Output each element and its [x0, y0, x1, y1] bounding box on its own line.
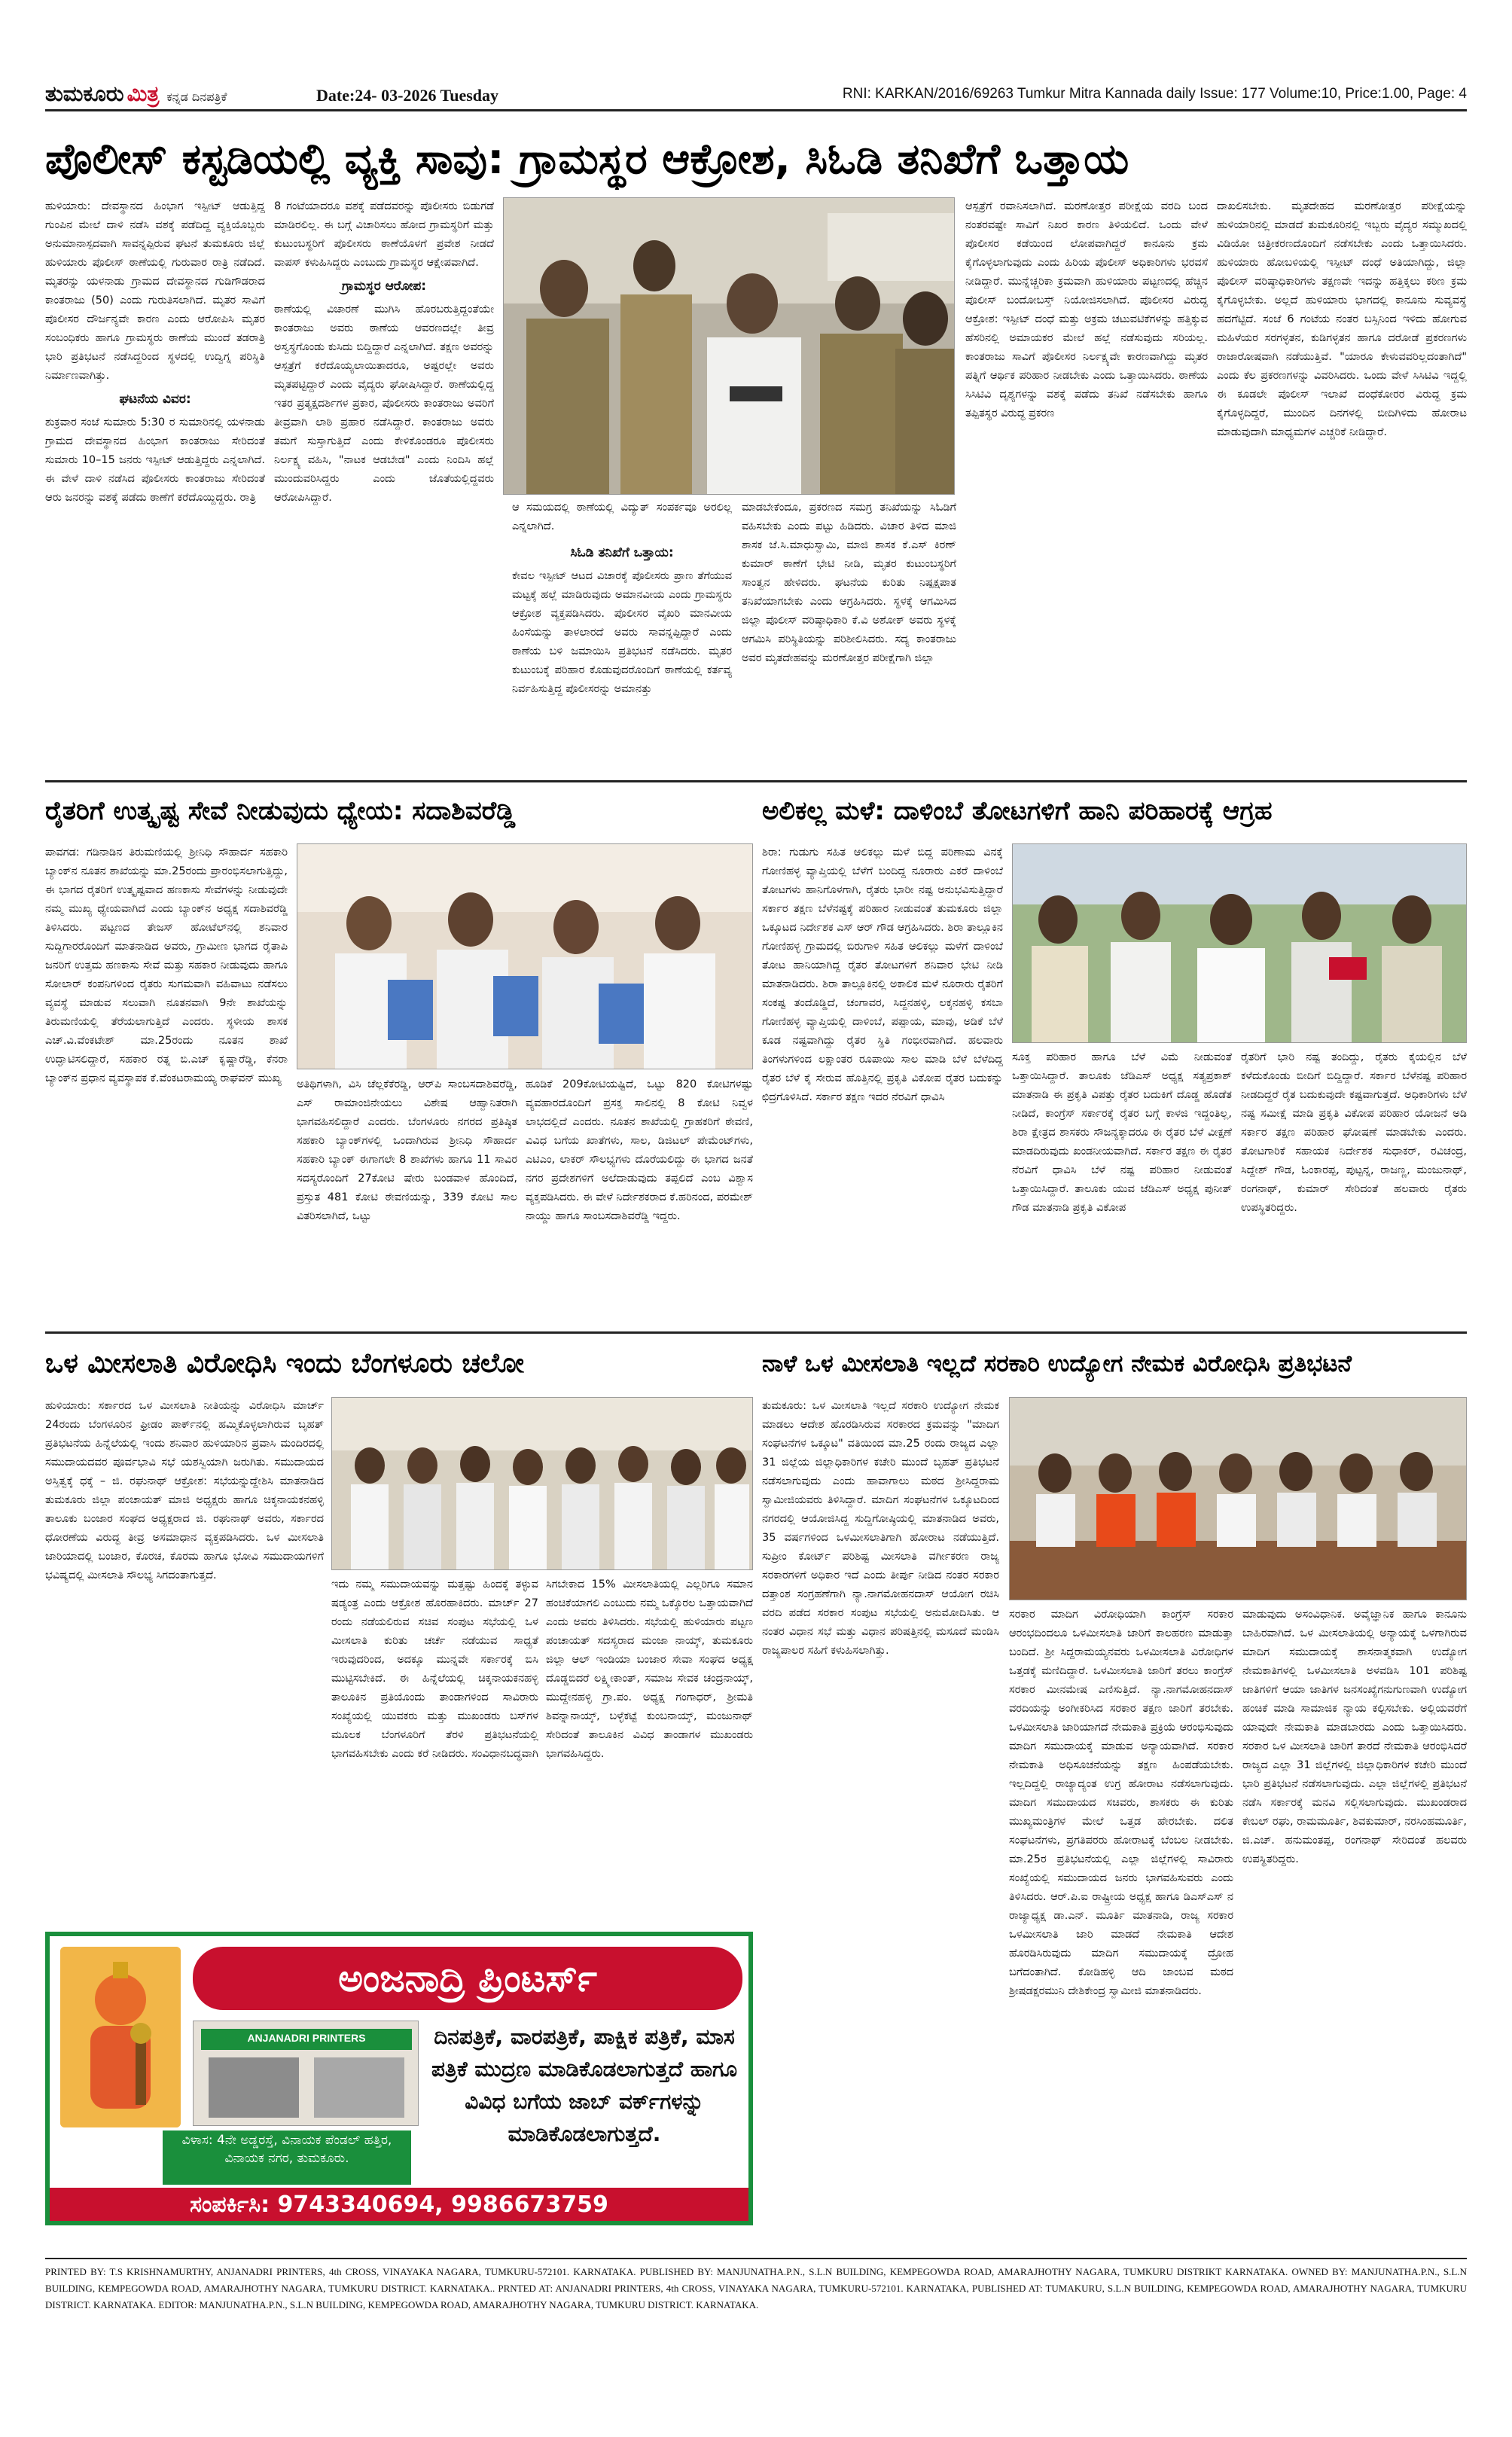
- story5-col3-text: ಮಾಡುವುದು ಅಸಂವಿಧಾನಿಕ. ಅವೈಜ್ಞಾನಿಕ ಹಾಗೂ ಕಾನೂನು ಬಾಹಿರವಾಗಿದೆ. ಒಳ ಮೀಸಲಾತಿಯಲ್ಲಿ ಅನ್ಯಾಯಕ್ಕೆ ಒಳಗಾಗಿರುವ ಮಾದಿಗ ಸಮುದಾಯಕ್ಕೆ ಶಾಸನಾತ್ಮಕವಾಗಿ ಉದ್ಯೋಗ ನೇಮಕಾತಿಗಳಲ್ಲಿ ಒಳಮೀಸಲಾತಿ ಅಳವಡಿಸಿ 101 ಪರಿಶಿಷ್ಟ ಜಾತಿಗಳಿಗೆ ಆಯಾ ಜಾತಿಗಳ ಜನಸಂಖ್ಯೆಗನುಗುಣವಾಗಿ ಉದ್ಯೋಗ ಹಂಚಿಕೆ ಮಾಡಿ ಸಾಮಾಜಿಕ ನ್ಯಾಯ ಕಲ್ಪಿಸಬೇಕು. ಅಲ್ಲಿಯವರೆಗೆ ಯಾವುದೇ ನೇಮಕಾತಿ ಮಾಡಬಾರದು ಎಂದು ಒತ್ತಾಯಿಸಿದರು. ಸರಕಾರ ಒಳ ಮೀಸಲಾತಿ ಜಾರಿಗೆ ತಾರದೆ ನೇಮಕಾತಿ ಆರಂಭಿಸಿದರೆ ರಾಜ್ಯದ ಎಲ್ಲಾ 31 ಜಿಲ್ಲೆಗಳಲ್ಲಿ ಜಿಲ್ಲಾಧಿಕಾರಿಗಳ ಕಚೇರಿ ಮುಂದೆ ಭಾರಿ ಪ್ರತಿಭಟನೆ ನಡೆಸಲಾಗುವುದು. ಎಲ್ಲಾ ಜಿಲ್ಲೆಗಳಲ್ಲಿ ಪ್ರತಿಭಟನೆ ನಡೆಸಿ ಸರ್ಕಾರಕ್ಕೆ ಮನವಿ ಸಲ್ಲಿಸಲಾಗುವುದು. ಮುಖಂಡರಾದ ಕೇಬಲ್ ರಘು, ರಾಮಮೂರ್ತಿ, ಶಿವಕುಮಾರ್, ನರಸಿಂಹಮೂರ್ತಿ, ಜಿ.ಎಚ್. ಹನುಮಂತಪ್ಪ, ರಂಗನಾಥ್ ಸೇರಿದಂತೆ ಹಲವರು ಉಪಸ್ಥಿತರಿದ್ದರು.: [1242, 1609, 1467, 1865]
- logo-tagline: ಕನ್ನಡ ದಿನಪತ್ರಿಕೆ: [166, 90, 227, 104]
- story1-column-4: [742, 499, 956, 776]
- story2-headline: ರೈತರಿಗೆ ಉತ್ಕೃಷ್ಟ ಸೇವೆ ನೀಡುವುದು ಧ್ಯೇಯ: ಸದಾಶಿವರೆಡ್ಡಿ: [45, 796, 516, 826]
- story5-column-3: [1242, 1606, 1467, 2252]
- divider-2: [45, 1331, 1467, 1334]
- story1-photo-caption: ಆ ಸಮಯದಲ್ಲಿ ಠಾಣೆಯಲ್ಲಿ ವಿದ್ಯುತ್ ಸಂಪರ್ಕವೂ ಅರಲಿಲ್ಲ ಎನ್ನಲಾಗಿದೆ.: [512, 502, 732, 532]
- story4-col1-text: ಹುಳಿಯಾರು: ಸರ್ಕಾರದ ಒಳ ಮೀಸಲಾತಿ ನೀತಿಯನ್ನು ವಿರೋಧಿಸಿ ಮಾರ್ಚ್ 24ರಂದು ಬೆಂಗಳೂರಿನ ಫ್ರೀಡಂ ಪಾರ್ಕ್‌ನಲ್ಲಿ ಹಮ್ಮಿಕೊಳ್ಳಲಾಗಿರುವ ಬೃಹತ್ ಪ್ರತಿಭಟನೆಯ ಹಿನ್ನೆಲೆಯಲ್ಲಿ ಇಂದು ಶನಿವಾರ ಹುಳಿಯಾರಿನ ಪ್ರವಾಸಿ ಮಂದಿರದಲ್ಲಿ ಸಮುದಾಯದವರ ಪೂರ್ವಭಾವಿ ಸಭೆ ಯಶಸ್ವಿಯಾಗಿ ಜರುಗಿತು. ಸಮುದಾಯದ ಅಸ್ತಿತ್ವಕ್ಕೆ ಧಕ್ಕೆ – ಜಿ. ರಘುನಾಥ್ ಆಕ್ರೋಶ: ಸಭೆಯನ್ನುದ್ದೇಶಿಸಿ ಮಾತನಾಡಿದ ತುಮಕೂರು ಜಿಲ್ಲಾ ಪಂಚಾಯತ್ ಮಾಜಿ ಅಧ್ಯಕ್ಷರು ಹಾಗೂ ಚಿಕ್ಕನಾಯಕನಹಳ್ಳಿ ತಾಲೂಕು ಬಂಜಾರ ಸಂಘದ ಅಧ್ಯಕ್ಷರಾದ ಜಿ. ರಘುನಾಥ್ ಅವರು, ಸರ್ಕಾರದ ಧೋರಣೆಯ ವಿರುದ್ಧ ತೀವ್ರ ಅಸಮಾಧಾನ ವ್ಯಕ್ತಪಡಿಸಿದರು. ಒಳ ಮೀಸಲಾತಿ ಜಾರಿಯಾದಲ್ಲಿ ಬಂಜಾರ, ಕೊರಚ, ಕೊರಮ ಹಾಗೂ ಭೋವಿ ಸಮುದಾಯಗಳಿಗೆ ಭವಿಷ್ಯದಲ್ಲಿ ಮೀಸಲಾತಿ ಸೌಲಭ್ಯ ಸಿಗದಂತಾಗುತ್ತದೆ.: [45, 1400, 324, 1581]
- ad-shop-photo: [193, 2021, 419, 2126]
- newspaper-logo: [45, 81, 227, 108]
- ad-contact: ಸಂಪರ್ಕಿಸಿ: 9743340694, 9986673759: [50, 2188, 748, 2221]
- ad-shop-sign: ANJANADRI PRINTERS: [247, 2032, 366, 2044]
- ad-hanuman-image: [60, 1947, 181, 2127]
- story2-photo-bank-officials: [297, 843, 753, 1069]
- rni-info: RNI: KARKAN/2016/69263 Tumkur Mitra Kannada daily Issue: 177 Volume:10, Price:1.00, Page: 4: [842, 86, 1467, 102]
- advertisement-anjanadri-printers: [45, 1932, 753, 2225]
- ad-body-text: ದಿನಪತ್ರಿಕೆ, ವಾರಪತ್ರಿಕೆ, ಪಾಕ್ಷಿಕ ಪತ್ರಿಕೆ, ಮಾಸ ಪತ್ರಿಕೆ ಮುದ್ರಣ ಮಾಡಿಕೊಡಲಾಗುತ್ತದೆ ಹಾಗೂ ವಿವಿಧ ಬಗೆಯ ಜಾಬ್ ವರ್ಕ್‌ಗಳನ್ನು ಮಾಡಿಕೊಡಲಾಗುತ್ತದೆ.: [431, 2024, 737, 2146]
- story3-headline: ಅಲಿಕಲ್ಲ ಮಳೆ: ದಾಳಿಂಬೆ ತೋಟಗಳಿಗೆ ಹಾನಿ ಪರಿಹಾರಕ್ಕೆ ಆಗ್ರಹ: [762, 796, 1273, 826]
- issue-date: Date:24- 03-2026 Tuesday: [316, 86, 499, 105]
- story1-col1b-text: ಶುಕ್ರವಾರ ಸಂಜೆ ಸುಮಾರು 5:30 ರ ಸುಮಾರಿನಲ್ಲಿ ಯಳನಾಡು ಗ್ರಾಮದ ದೇವಸ್ಥಾನದ ಹಿಂಭಾಗ ಕಾಂತರಾಜು ಸೇರಿದಂತೆ ಸುಮಾರು 10–15 ಜನರು ಇಸ್ಪೀಟ್ ಆಡುತ್ತಿದ್ದರು ಎನ್ನಲಾಗಿದೆ. ಈ ವೇಳೆ ದಾಳಿ ನಡೆಸಿದ ಪೊಲೀಸರು ಕಾಂತರಾಜು ಸೇರಿದಂತೆ ಆರು ಜನರನ್ನು ವಶಕ್ಕೆ ಪಡೆದು ಠಾಣೆಗೆ ಕರೆದೊಯ್ದಿದ್ದರು. ರಾತ್ರಿ: [45, 416, 265, 504]
- story1-col3-subhead: ಸಿಓಡಿ ತನಿಖೆಗೆ ಒತ್ತಾಯ:: [570, 545, 674, 560]
- story1-col2-text: 8 ಗಂಟೆಯಾದರೂ ವಶಕ್ಕೆ ಪಡೆದವರನ್ನು ಪೊಲೀಸರು ಬಿಡುಗಡೆ ಮಾಡಿರಲಿಲ್ಲ. ಈ ಬಗ್ಗೆ ವಿಚಾರಿಸಲು ಹೋದ ಗ್ರಾಮಸ್ಥರಿಗೆ ಮತ್ತು ಕುಟುಂಬಸ್ಥರಿಗೆ ಪೊಲೀಸರು ಠಾಣೆಯೊಳಗೆ ಪ್ರವೇಶ ನೀಡದೆ ವಾಪಸ್ ಕಳುಹಿಸಿದ್ದರು ಎಂಬುದು ಗ್ರಾಮಸ್ಥರ ಆಕ್ಷೇಪವಾಗಿದೆ.: [274, 200, 494, 269]
- ad-title: ಅಂಜನಾದ್ರಿ ಪ್ರಿಂಟರ್ಸ್: [193, 1947, 742, 2010]
- story1-col4-text: ಮಾಡಬೇಕೆಂದೂ, ಪ್ರಕರಣದ ಸಮಗ್ರ ತನಿಖೆಯನ್ನು ಸಿಓಡಿಗೆ ವಹಿಸಬೇಕು ಎಂದು ಪಟ್ಟು ಹಿಡಿದರು. ವಿಚಾರ ತಿಳಿದ ಮಾಜಿ ಶಾಸಕ ಜೆ.ಸಿ.ಮಾಧುಸ್ವಾಮಿ, ಮಾಜಿ ಶಾಸಕ ಕೆ.ಎಸ್ ಕಿರಣ್ ಕುಮಾರ್ ಠಾಣೆಗೆ ಭೇಟಿ ನೀಡಿ, ಮೃತರ ಕುಟುಂಬಸ್ಥರಿಗೆ ಸಾಂತ್ವನ ಹೇಳಿದರು. ಘಟನೆಯ ಕುರಿತು ನಿಷ್ಪಕ್ಷಪಾತ ತನಿಖೆಯಾಗಬೇಕು ಎಂದು ಆಗ್ರಹಿಸಿದರು. ಸ್ಥಳಕ್ಕೆ ಆಗಮಿಸಿದ ಜಿಲ್ಲಾ ಪೊಲೀಸ್ ವರಿಷ್ಠಾಧಿಕಾರಿ ಕೆ.ವಿ ಅಶೋಕ್ ಅವರು ಸ್ಥಳಕ್ಕೆ ಆಗಮಿಸಿ ಪರಿಸ್ಥಿತಿಯನ್ನು ಪರಿಶೀಲಿಸಿದರು. ಸದ್ಯ ಕಾಂತರಾಜು ಅವರ ಮೃತದೇಹವನ್ನು ಮರಣೋತ್ತರ ಪರೀಕ್ಷೆಗಾಗಿ ಜಿಲ್ಲಾ: [742, 502, 956, 664]
- story4-photo-meeting: [331, 1397, 753, 1570]
- logo-part-2: ಮಿತ್ರ: [127, 81, 160, 106]
- story4-column-3: [546, 1575, 753, 1926]
- story1-column-1: [45, 197, 265, 776]
- story1-col1-subhead: ಘಟನೆಯ ವಿವರ:: [119, 392, 191, 407]
- story4-column-2: [331, 1575, 538, 1926]
- story4-headline: ಒಳ ಮೀಸಲಾತಿ ವಿರೋಧಿಸಿ ಇಂದು ಬೆಂಗಳೂರು ಚಲೋ: [45, 1348, 525, 1379]
- story2-col2-text: ಅತಿಥಿಗಳಾಗಿ, ವಿಸಿ ಚೆಲ್ಲಕೆಕೆರಡ್ಡಿ, ಆರ್‌ಪಿ ಸಾಂಬಸದಾಶಿವರೆಡ್ಡಿ, ಎಸ್ ರಾಮಾಂಜಿನೇಯಲು ವಿಶೇಷ ಆಹ್ವಾನಿತರಾಗಿ ಭಾಗವಹಿಸಲಿದ್ದಾರೆ ಎಂದರು. ಬೆಂಗಳೂರು ನಗರದ ಪ್ರತಿಷ್ಠಿತ ಸಹಕಾರಿ ಬ್ಯಾಂಕ್‌ಗಳಲ್ಲಿ ಒಂದಾಗಿರುವ ಶ್ರೀನಿಧಿ ಸೌಹಾರ್ದ ಸಹಕಾರಿ ಬ್ಯಾಂಕ್ ಈಗಾಗಲೇ 8 ಶಾಖೆಗಳು ಹಾಗೂ 11 ಸಾವಿರ ಸದಸ್ಯರೊಂದಿಗೆ 27ಕೋಟಿ ಷೇರು ಬಂಡವಾಳ ಹೊಂದಿದೆ, ಪ್ರಸ್ತುತ 481 ಕೋಟಿ ಠೇವಣಿಯನ್ನು, 339 ಕೋಟಿ ಸಾಲ ವಿತರಿಸಲಾಗಿದೆ, ಒಟ್ಟು: [297, 1078, 517, 1222]
- story4-col3-text: ಸಿಗಬೇಕಾದ 15% ಮೀಸಲಾತಿಯಲ್ಲಿ ಎಲ್ಲರಿಗೂ ಸಮಾನ ಹಂಚಿಕೆಯಾಗಲಿ ಎಂಬುದು ನಮ್ಮ ಒಕ್ಕೊರಲ ಒತ್ತಾಯವಾಗಿದೆ ಎಂದು ಅವರು ತಿಳಿಸಿದರು. ಸಭೆಯಲ್ಲಿ ಹುಳಿಯಾರು ಪಟ್ಟಣ ಪಂಚಾಯತ್ ಸದಸ್ಯರಾದ ಮಂಜಾ ನಾಯ್ಕ್, ತುಮಕೂರು ಜಿಲ್ಲಾ ಆಲ್ ಇಂಡಿಯಾ ಬಂಜಾರ ಸೇವಾ ಸಂಘದ ಅಧ್ಯಕ್ಷ ದೊಡ್ಡಬಿದರೆ ಲಕ್ಷ್ಮೀಕಾಂತ್, ಸಮಾಜ ಸೇವಕ ಚಂದ್ರನಾಯ್ಕ್, ಮುದ್ದೇನಹಳ್ಳಿ ಗ್ರಾ.ಪಂ. ಅಧ್ಯಕ್ಷ ಗಂಗಾಧರ್, ಶ್ರೀಮತಿ ಶಿವನ್ನಾನಾಯ್ಕ್, ಬಳ್ಳೆಕಟ್ಟೆ ಕುಂಬನಾಯ್ಕ್, ಮಂಜುನಾಥ್ ಸೇರಿದಂತೆ ತಾಲೂಕಿನ ವಿವಿಧ ತಾಂಡಾಗಳ ಮುಖಂಡರು ಭಾಗವಹಿಸಿದ್ದರು.: [546, 1578, 753, 1760]
- meeting-illustration: [332, 1398, 753, 1570]
- story1-col6-text: ದಾಖಲಿಸಬೇಕು. ಮೃತದೇಹದ ಮರಣೋತ್ತರ ಪರೀಕ್ಷೆಯನ್ನು ಹುಳಿಯಾರಿನಲ್ಲಿ ಮಾಡದೆ ತುಮಕೂರಿನಲ್ಲಿ ಇಬ್ಬರು ವೈದ್ಯರ ಸಮ್ಮುಖದಲ್ಲಿ ವಿಡಿಯೋ ಚಿತ್ರೀಕರಣದೊಂದಿಗೆ ನಡೆಸಬೇಕು ಎಂದು ಒತ್ತಾಯಿಸಿದರು. ಹುಳಿಯಾರು ಹೋಬಳಿಯಲ್ಲಿ ಇಸ್ಪೀಟ್ ದಂಧೆ ಅತಿಯಾಗಿದ್ದು, ಜಿಲ್ಲಾ ಪೊಲೀಸ್ ವರಿಷ್ಠಾಧಿಕಾರಿಗಳು ತಕ್ಷಣವೇ ಇದನ್ನು ಹತ್ತಿಕ್ಕಲು ಕಠಿಣ ಕ್ರಮ ಕೈಗೊಳ್ಳಬೇಕು. ಅಲ್ಲದೆ ಹುಳಿಯಾರು ಭಾಗದಲ್ಲಿ ಕಾನೂನು ಸುವ್ಯವಸ್ಥೆ ಹದಗೆಟ್ಟಿದೆ. ಸಂಜೆ 6 ಗಂಟೆಯ ನಂತರ ಬಸ್ಸಿನಿಂದ ಇಳಿದು ಹೋಗುವ ಮಹಿಳೆಯರ ಸರಗಳ್ಳತನ, ಕುಡಿಗಳ್ಳತನ ಹಾಗೂ ದರೋಡೆ ಪ್ರಕರಣಗಳು ರಾಜಾರೋಷವಾಗಿ ನಡೆಯುತ್ತಿವೆ. "ಯಾರೂ ಕೇಳುವವರಿಲ್ಲದಂತಾಗಿದೆ" ಎಂದು ಕೆಲ ಪ್ರಕರಣಗಳನ್ನು ವಿವರಿಸಿದರು. ಒಂದು ವೇಳೆ ಸಿಸಿಟಿವಿ ಇದ್ದಲ್ಲಿ ಈ ಕೂಡಲೇ ಪೊಲೀಸ್ ಇಲಾಖೆ ದಂಧೆಕೋರರ ವಿರುದ್ಧ ಕ್ರಮ ಕೈಗೊಳ್ಳದಿದ್ದರೆ, ಮುಂದಿನ ದಿನಗಳಲ್ಲಿ ಬೀದಿಗಿಳಿದು ಹೋರಾಟ ಮಾಡುವುದಾಗಿ ಮಾಧ್ಯಮಗಳ ಎಚ್ಚರಿಕೆ ನೀಡಿದ್ದಾರೆ.: [1217, 200, 1467, 438]
- story1-column-6: [1217, 197, 1467, 776]
- story1-headline: ಪೊಲೀಸ್ ಕಸ್ಟಡಿಯಲ್ಲಿ ವ್ಯಕ್ತಿ ಸಾವು: ಗ್ರಾಮಸ್ಥರ ಆಕ್ರೋಶ, ಸಿಓಡಿ ತನಿಖೆಗೆ ಒತ್ತಾಯ: [45, 135, 1129, 184]
- swamijis-press-meet-illustration: [1010, 1398, 1467, 1600]
- story2-col3-text: ಹೂಡಿಕೆ 209ಕೋಟಿಯಷ್ಟಿದೆ, ಒಟ್ಟು 820 ಕೋಟಿಗಳಷ್ಟು ವ್ಯವಹಾರದೊಂದಿಗೆ ಪ್ರಸಕ್ತ ಸಾಲಿನಲ್ಲಿ 8 ಕೋಟಿ ನಿವ್ವಳ ಲಾಭದಲ್ಲಿದೆ ಎಂದರು. ನೂತನ ಶಾಖೆಯಲ್ಲಿ ಗ್ರಾಹಕರಿಗೆ ಠೇವಣಿ, ವಿವಿಧ ಬಗೆಯ ಖಾತೆಗಳು, ಸಾಲ, ಡಿಜಿಟಲ್ ಪೇಮೆಂಟ್‌ಗಳು, ಎಟಿಎಂ, ಲಾಕರ್ ಸೌಲಭ್ಯಗಳು ದೊರೆಯಲಿದ್ದು ಈ ಭಾಗದ ಜನತೆ ನಗರ ಪ್ರದೇಶಗಳಿಗೆ ಅಲೆದಾಡುವುದು ತಪ್ಪಲಿದೆ ಎಂಬ ವಿಶ್ವಾಸ ವ್ಯಕ್ತಪಡಿಸಿದರು. ಈ ವೇಳೆ ನಿರ್ದೇಶಕರಾದ ಕೆ.ಹರಿನಂದ, ಪರಮೇಶ್ ನಾಯ್ಡು ಹಾಗೂ ಸಾಂಬಸದಾಶಿವರೆಡ್ಡಿ ಇದ್ದರು.: [526, 1078, 753, 1222]
- story3-col1-text: ಶಿರಾ: ಗುಡುಗು ಸಹಿತ ಆಲಿಕಲ್ಲು ಮಳೆ ಬಿದ್ದ ಪರಿಣಾಮ ವಿನಕ್ಕೆ ಗೋಣಿಹಳ್ಳ ವ್ಯಾಪ್ತಿಯಲ್ಲಿ ಬೆಳೆಗೆ ಬಂದಿದ್ದ ನೂರಾರು ಎಕರೆ ದಾಳಿಂಬೆ ತೋಟಗಳು ಹಾನಿಗೊಳಗಾಗಿ, ರೈತರು ಭಾರೀ ನಷ್ಟ ಅನುಭವಿಸುತ್ತಿದ್ದಾರೆ ಸರ್ಕಾರ ತಕ್ಷಣ ಬೆಳೆನಷ್ಟಕ್ಕೆ ಪರಿಹಾರ ನೀಡುವಂತೆ ತುಮಕೂರು ಜಿಲ್ಲಾ ಒಕ್ಕೂಟದ ನಿರ್ದೇಶಕ ಎಸ್ ಆರ್ ಗೌಡ ಆಗ್ರಹಿಸಿದರು. ಶಿರಾ ತಾಲ್ಲೂಕಿನ ಗೋಣಿಹಳ್ಳ ಗ್ರಾಮದಲ್ಲಿ ಬಿರುಗಾಳಿ ಸಹಿತ ಆಲಿಕಲ್ಲು ಮಳೆಗೆ ದಾಳಿಂಬೆ ತೋಟ ಹಾನಿಯಾಗಿದ್ದ ರೈತರ ತೋಟಗಳಿಗೆ ಶನಿವಾರ ಭೇಟಿ ನೀಡಿ ಮಾತನಾಡಿದರು. ಶಿರಾ ತಾಲ್ಲೂಕಿನಲ್ಲಿ ಅಕಾಲಿಕ ಮಳೆ ನೂರಾರು ರೈತರಿಗೆ ಸಂಕಷ್ಟ ತಂದೊಡ್ಡಿದೆ, ಚಂಗಾವರ, ಸಿದ್ದನಹಳ್ಳಿ, ಲಕ್ಕನಹಳ್ಳಿ ಕಸಬಾ ಗೋಣಿಹಳ್ಳ ವ್ಯಾಪ್ತಿಯಲ್ಲಿ ದಾಳಿಂಬೆ, ಪಪ್ಪಾಯ, ಮಾವು, ಅಡಿಕೆ ಬೆಳೆ ಕೂಡ ನಷ್ಟವಾಗಿದ್ದು ರೈತರ ಸ್ಥಿತಿ ಗಂಭೀರವಾಗಿದೆ. ಹಲವಾರು ತಿಂಗಳುಗಳಿಂದ ಲಕ್ಷಾಂತರ ರೂಪಾಯಿ ಸಾಲ ಮಾಡಿ ಬೆಳೆ ಬೆಳೆದಿದ್ದ ರೈತರ ಬೆಳೆ ಕೈ ಸೇರುವ ಹೊತ್ತಿನಲ್ಲಿ ಪ್ರಕೃತಿ ವಿಕೋಪ ರೈತರ ಬದುಕನ್ನು ಛಿದ್ರಗೊಳಿಸಿದೆ. ಸರ್ಕಾರ ತಕ್ಷಣ ಇದರ ನೆರವಿಗೆ ಧಾವಿಸಿ: [762, 846, 1003, 1103]
- story5-headline: ನಾಳೆ ಒಳ ಮೀಸಲಾತಿ ಇಲ್ಲದೆ ಸರಕಾರಿ ಉದ್ಯೋಗ ನೇಮಕ ವಿರೋಧಿಸಿ ಪ್ರತಿಭಟನೆ: [762, 1350, 1352, 1377]
- story5-col2-text: ಸರಕಾರ ಮಾದಿಗ ವಿರೋಧಿಯಾಗಿ ಕಾಂಗ್ರೆಸ್ ಸರಕಾರ ಆರಂಭದಿಂದಲೂ ಒಳಮೀಸಲಾತಿ ಜಾರಿಗೆ ಕಾಲಹರಣ ಮಾಡುತ್ತಾ ಬಂದಿದೆ. ಶ್ರೀ ಸಿದ್ದರಾಮಯ್ಯನವರು ಒಳಮೀಸಲಾತಿ ವಿರೋಧಿಗಳ ಒತ್ತಡಕ್ಕೆ ಮಣಿದಿದ್ದಾರೆ. ಒಳಮೀಸಲಾತಿ ಜಾರಿಗೆ ತರಲು ಕಾಂಗ್ರೆಸ್ ಸರಕಾರ ಮೀನಮೇಷ ಎಣಿಸುತ್ತಿದೆ. ನ್ಯಾ.ನಾಗಮೋಹನದಾಸ್ ವರದಿಯನ್ನು ಅಂಗೀಕರಿಸಿದ ಸರಕಾರ ತಕ್ಷಣ ಜಾರಿಗೆ ತರಬೇಕು. ಒಳಮೀಸಲಾತಿ ಜಾರಿಯಾಗದೆ ನೇಮಕಾತಿ ಪ್ರಕ್ರಿಯೆ ಆರಂಭಿಸುವುದು ಮಾದಿಗ ಸಮುದಾಯಕ್ಕೆ ಮಾಡುವ ಅನ್ಯಾಯವಾಗಿದೆ. ಸರಕಾರ ನೇಮಕಾತಿ ಅಧಿಸೂಚನೆಯನ್ನು ತಕ್ಷಣ ಹಿಂಪಡೆಯಬೇಕು. ಇಲ್ಲದಿದ್ದಲ್ಲಿ ರಾಜ್ಯಾದ್ಯಂತ ಉಗ್ರ ಹೋರಾಟ ನಡೆಸಲಾಗುವುದು. ಮಾದಿಗ ಸಮುದಾಯದ ಸಚಿವರು, ಶಾಸಕರು ಈ ಕುರಿತು ಮುಖ್ಯಮಂತ್ರಿಗಳ ಮೇಲೆ ಒತ್ತಡ ಹೇರಬೇಕು. ದಲಿತ ಸಂಘಟನೆಗಳು, ಪ್ರಗತಿಪರರು ಹೋರಾಟಕ್ಕೆ ಬೆಂಬಲ ನೀಡಬೇಕು. ಮಾ.25ರ ಪ್ರತಿಭಟನೆಯಲ್ಲಿ ಎಲ್ಲಾ ಜಿಲ್ಲೆಗಳಲ್ಲಿ ಸಾವಿರಾರು ಸಂಖ್ಯೆಯಲ್ಲಿ ಸಮುದಾಯದ ಜನರು ಭಾಗವಹಿಸುವರು ಎಂದು ತಿಳಿಸಿದರು. ಆರ್.ಪಿ.ಐ ರಾಷ್ಟ್ರೀಯ ಅಧ್ಯಕ್ಷ ಹಾಗೂ ಡಿಎಸ್‌ಎಸ್ ನ ರಾಜ್ಯಾಧ್ಯಕ್ಷ ಡಾ.ಎನ್. ಮೂರ್ತಿ ಮಾತನಾಡಿ, ರಾಜ್ಯ ಸರಕಾರ ಒಳಮೀಸಲಾತಿ ಜಾರಿ ಮಾಡದೆ ನೇಮಕಾತಿ ಆದೇಶ ಹೊರಡಿಸಿರುವುದು ಮಾದಿಗ ಸಮುದಾಯಕ್ಕೆ ದ್ರೋಹ ಬಗೆದಂತಾಗಿದೆ. ಕೋಡಿಹಳ್ಳಿ ಆದಿ ಜಾಂಬವ ಮಠದ ಶ್ರೀಷಡಕ್ಷರಮುನಿ ದೇಶಿಕೇಂದ್ರ ಸ್ವಾಮೀಜಿ ಮಾತನಾಡಿದರು.: [1009, 1609, 1233, 1997]
- story1-col2b-text: ಠಾಣೆಯಲ್ಲಿ ವಿಚಾರಣೆ ಮುಗಿಸಿ ಹೊರಬರುತ್ತಿದ್ದಂತೆಯೇ ಕಾಂತರಾಜು ಅವರು ಠಾಣೆಯ ಆವರಣದಲ್ಲೇ ತೀವ್ರ ಅಸ್ವಸ್ಥಗೊಂಡು ಕುಸಿದು ಬಿದ್ದಿದ್ದಾರೆ ಎನ್ನಲಾಗಿದೆ. ತಕ್ಷಣ ಅವರನ್ನು ಆಸ್ಪತ್ರೆಗೆ ಕರೆದೊಯ್ಯಲಾಯಿತಾದರೂ, ಅಷ್ಟರಲ್ಲೇ ಅವರು ಮೃತಪಟ್ಟಿದ್ದಾರೆ ಎಂದು ವೈದ್ಯರು ಘೋಷಿಸಿದ್ದಾರೆ. ಠಾಣೆಯಲ್ಲಿದ್ದ ಇತರ ಪ್ರತ್ಯಕ್ಷದರ್ಶಿಗಳ ಪ್ರಕಾರ, ಪೊಲೀಸರು ಕಾಂತರಾಜು ಅವರಿಗೆ ತೀವ್ರವಾಗಿ ಲಾಠಿ ಪ್ರಹಾರ ನಡೆಸಿದ್ದಾರೆ. ಕಾಂತರಾಜು ಅವರು ತಮಗೆ ಸುಸ್ತಾಗುತ್ತಿದೆ ಎಂದು ಕೇಳಿಕೊಂಡರೂ ಪೊಲೀಸರು ನಿರ್ಲಕ್ಷ್ಯ ವಹಿಸಿ, "ನಾಟಕ ಆಡಬೇಡ" ಎಂದು ನಿಂದಿಸಿ ಹಲ್ಲೆ ಮುಂದುವರಿಸಿದ್ದರು ಎಂದು ಜೊತೆಯಲ್ಲಿದ್ದವರು ಆರೋಪಿಸಿದ್ದಾರೆ.: [274, 303, 494, 504]
- story2-column-3: [526, 1075, 753, 1325]
- story1-column-2: [274, 197, 494, 776]
- story5-column-2: [1009, 1606, 1233, 2252]
- story1-column-5: [965, 197, 1208, 776]
- logo-part-1: ತುಮಕೂರು: [45, 81, 124, 106]
- story1-col1-text: ಹುಳಿಯಾರು: ದೇವಸ್ಥಾನದ ಹಿಂಭಾಗ ಇಸ್ಪೀಟ್ ಆಡುತ್ತಿದ್ದ ಗುಂಪಿನ ಮೇಲೆ ದಾಳಿ ನಡೆಸಿ ವಶಕ್ಕೆ ಪಡೆದಿದ್ದ ವ್ಯಕ್ತಿಯೊಬ್ಬರು ಅನುಮಾನಾಸ್ಪದವಾಗಿ ಸಾವನ್ನಪ್ಪಿರುವ ಘಟನೆ ತುಮಕೂರು ಜಿಲ್ಲೆ ಹುಳಿಯಾರು ಪೊಲೀಸ್ ಠಾಣೆಯಲ್ಲಿ ಗುರುವಾರ ರಾತ್ರಿ ನಡೆದಿದೆ. ಮೃತರನ್ನು ಯಳನಾಡು ಗ್ರಾಮದ ದೇವಸ್ಥಾನದ ಗುಡಿಗೌಡರಾದ ಕಾಂತರಾಜು (50) ಎಂದು ಗುರುತಿಸಲಾಗಿದೆ. ಮೃತರ ಸಾವಿಗೆ ಪೊಲೀಸರ ದೌರ್ಜನ್ಯವೇ ಕಾರಣ ಎಂದು ಆರೋಪಿಸಿ ಮೃತರ ಸಂಬಂಧಿಕರು ಹಾಗೂ ಗ್ರಾಮಸ್ಥರು ಠಾಣೆಯ ಮುಂದೆ ತಡರಾತ್ರಿ ಭಾರಿ ಪ್ರತಿಭಟನೆ ನಡೆಸಿದ್ದರಿಂದ ಸ್ಥಳದಲ್ಲಿ ಉದ್ವಿಗ್ನ ಪರಿಸ್ಥಿತಿ ನಿರ್ಮಾಣವಾಗಿತ್ತು.: [45, 200, 265, 382]
- hanuman-icon: [60, 1947, 181, 2127]
- story1-column-3: [512, 539, 732, 776]
- story3-column-1: [762, 843, 1003, 1325]
- divider-1: [45, 780, 1467, 782]
- story4-col2-text: ಇದು ನಮ್ಮ ಸಮುದಾಯವನ್ನು ಮತ್ತಷ್ಟು ಹಿಂದಕ್ಕೆ ತಳ್ಳುವ ಷಡ್ಯಂತ್ರ ಎಂದು ಆಕ್ರೋಶ ಹೊರಹಾಕಿದರು. ಮಾರ್ಚ್ 27 ರಂದು ನಡೆಯಲಿರುವ ಸಚಿವ ಸಂಪುಟ ಸಭೆಯಲ್ಲಿ ಒಳ ಮೀಸಲಾತಿ ಕುರಿತು ಚರ್ಚೆ ನಡೆಯುವ ಸಾಧ್ಯತೆ ಇರುವುದರಿಂದ, ಅದಕ್ಕೂ ಮುನ್ನವೇ ಸರ್ಕಾರಕ್ಕೆ ಬಿಸಿ ಮುಟ್ಟಿಸಬೇಕಿದೆ. ಈ ಹಿನ್ನೆಲೆಯಲ್ಲಿ ಚಿಕ್ಕನಾಯಕನಹಳ್ಳಿ ತಾಲೂಕಿನ ಪ್ರತಿಯೊಂದು ತಾಂಡಾಗಳಿಂದ ಸಾವಿರಾರು ಸಂಖ್ಯೆಯಲ್ಲಿ ಯುವಕರು ಮತ್ತು ಮುಖಂಡರು ಬಸ್‌ಗಳ ಮೂಲಕ ಬೆಂಗಳೂರಿಗೆ ತೆರಳಿ ಪ್ರತಿಭಟನೆಯಲ್ಲಿ ಭಾಗವಹಿಸಬೇಕು ಎಂದು ಕರೆ ನೀಡಿದರು. ಸಂವಿಧಾನಬದ್ಧವಾಗಿ: [331, 1578, 538, 1760]
- story1-col2-subhead: ಗ್ರಾಮಸ್ಥರ ಆರೋಪ:: [341, 279, 427, 294]
- farmers-illustration: [1013, 844, 1467, 1043]
- story1-col3-text: ಕೇವಲ ಇಸ್ಪೀಟ್ ಆಟದ ವಿಚಾರಕ್ಕೆ ಪೊಲೀಸರು ಪ್ರಾಣ ತೆಗೆಯುವ ಮಟ್ಟಕ್ಕೆ ಹಲ್ಲೆ ಮಾಡಿರುವುದು ಅಮಾನವೀಯ ಎಂದು ಗ್ರಾಮಸ್ಥರು ಆಕ್ರೋಶ ವ್ಯಕ್ತಪಡಿಸಿದರು. ಪೊಲೀಸರ ವೈಖರಿ ಮಾನವೀಯ ಹಿಂಸೆಯನ್ನು ತಾಳಲಾರದೆ ಅವರು ಸಾವನ್ನಪ್ಪಿದ್ದಾರೆ ಎಂದು ಠಾಣೆಯ ಬಳಿ ಜಮಾಯಿಸಿ ಪ್ರತಿಭಟನೆ ನಡೆಸಿದರು. ಮೃತರ ಕುಟುಂಬಕ್ಕೆ ಪರಿಹಾರ ಕೊಡುವುದರೊಂದಿಗೆ ಠಾಣೆಯಲ್ಲಿ ಕರ್ತವ್ಯ ನಿರ್ವಹಿಸುತ್ತಿದ್ದ ಪೊಲೀಸರನ್ನು ಅಮಾನತ್ತು: [512, 570, 732, 695]
- bank-officials-illustration: [297, 844, 753, 1069]
- police-scene-illustration: [504, 198, 955, 495]
- story2-column-1: [45, 843, 288, 1325]
- story4-column-1: [45, 1397, 324, 1924]
- story3-photo-farmers: [1012, 843, 1467, 1043]
- story3-photo-caption: ಸೂಕ್ತ ಪರಿಹಾರ ಹಾಗೂ ಬೆಳೆ ವಿಮೆ ನೀಡುವಂತೆ ಒತ್ತಾಯಿಸಿದ್ದಾರೆ. ತಾಲೂಕು ಜೆಡಿಎಸ್ ಅಧ್ಯಕ್ಷ ಸತ್ಯಪ್ರಕಾಶ್ ಮಾತನಾಡಿ ಈ ಪ್ರಕೃತಿ ವಿಪತ್ತು ರೈತರ ಬದುಕಿಗೆ ದೊಡ್ಡ ಹೊಡೆತ ನೀಡಿದೆ, ಕಾಂಗ್ರೆಸ್ ಸರ್ಕಾರಕ್ಕೆ ರೈತರ ಬಗ್ಗೆ ಕಾಳಜಿ ಇದ್ದಂತಿಲ್ಲ, ಶಿರಾ ಕ್ಷೇತ್ರದ ಶಾಸಕರು ಸೌಜನ್ಯಕ್ಕಾದರೂ ಈ ರೈತರ ಬೆಳೆ ವೀಕ್ಷಣೆ ಮಾಡದಿರುವುದು ಖಂಡನೀಯವಾಗಿದೆ. ಸರ್ಕಾರ ತಕ್ಷಣ ಈ ರೈತರ ನೆರವಿಗೆ ಧಾವಿಸಿ ಬೆಳೆ ನಷ್ಟ ಪರಿಹಾರ ನೀಡುವಂತೆ ಒತ್ತಾಯಿಸಿದ್ದಾರೆ. ತಾಲೂಕು ಯುವ ಜೆಡಿಎಸ್ ಅಧ್ಯಕ್ಷ ಪುನೀತ್ ಗೌಡ ಮಾತನಾಡಿ ಪ್ರಕೃತಿ ವಿಕೋಪ: [1012, 1051, 1232, 1214]
- story1-photo-police: [503, 197, 955, 495]
- ad-address: ವಿಳಾಸ: 4ನೇ ಅಡ್ಡರಸ್ತೆ, ವಿನಾಯಕ ಪೆಂಡಲ್ ಹತ್ತಿರ, ವಿನಾಯಕ ನಗರ, ತುಮಕೂರು.: [163, 2130, 411, 2185]
- story1-col5-text: ಆಸ್ಪತ್ರೆಗೆ ರವಾನಿಸಲಾಗಿದೆ. ಮರಣೋತ್ತರ ಪರೀಕ್ಷೆಯ ವರದಿ ಬಂದ ನಂತರವಷ್ಟೇ ಸಾವಿಗೆ ನಿಖರ ಕಾರಣ ತಿಳಿಯಲಿದೆ. ಒಂದು ವೇಳೆ ಪೊಲೀಸರ ಕಡೆಯಿಂದ ಲೋಪವಾಗಿದ್ದರೆ ಕಾನೂನು ಕ್ರಮ ಕೈಗೊಳ್ಳಲಾಗುವುದು ಎಂದು ಹಿರಿಯ ಪೊಲೀಸ್ ಅಧಿಕಾರಿಗಳು ಭರವಸೆ ನೀಡಿದ್ದಾರೆ. ಮುನ್ನೆಚ್ಚರಿಕಾ ಕ್ರಮವಾಗಿ ಹುಳಿಯಾರು ಪಟ್ಟಣದಲ್ಲಿ ಹೆಚ್ಚಿನ ಪೊಲೀಸ್ ಬಂದೋಬಸ್ತ್ ನಿಯೋಜಿಸಲಾಗಿದೆ. ಪೊಲೀಸರ ವಿರುದ್ಧ ಆಕ್ರೋಶ: ಇಸ್ಪೀಟ್ ದಂಧೆ ಮತ್ತು ಅಕ್ರಮ ಚಟುವಟಿಕೆಗಳನ್ನು ಹತ್ತಿಕ್ಕುವ ಹೆಸರಿನಲ್ಲಿ ಅಮಾಯಕರ ಮೇಲೆ ಹಲ್ಲೆ ನಡೆಸುವುದು ಸರಿಯಲ್ಲ. ಕಾಂತರಾಜು ಸಾವಿಗೆ ಪೊಲೀಸರ ನಿರ್ಲಕ್ಷ್ಯವೇ ಕಾರಣವಾಗಿದ್ದು ಮೃತರ ಪತ್ನಿಗೆ ಆರ್ಥಿಕ ಪರಿಹಾರ ನೀಡಬೇಕು ಎಂದು ಒತ್ತಾಯಿಸಿದರು. ಠಾಣೆಯ ಸಿಸಿಟಿವಿ ದೃಶ್ಯಗಳನ್ನು ವಶಕ್ಕೆ ಪಡೆದು ತನಿಖೆ ನಡೆಸಬೇಕು ಹಾಗೂ ತಪ್ಪಿತಸ್ಥರ ವಿರುದ್ಧ ಪ್ರಕರಣ: [965, 200, 1208, 419]
- imprint-footer: PRINTED BY: T.S KRISHNAMURTHY, ANJANADRI PRINTERS, 4th CROSS, VINAYAKA NAGARA, TUMKURU-572101. KARNATAKA. PUBLISHED BY: MANJUNATHA.P.N., S.L.N BUILDING, KEMPEGOWDA ROAD, AMARAJHOTHY NAGARA, TUMKURU DISTRIKT KARNATAKA. OWNED BY: MANJUNATHA.P.N., S.L.N BUILDING, KEMPEGOWDA ROAD, AMARAJHOTHY NAGARA, TUMKURU DISTRICT. KARNATAKA.. PRNTED AT: ANJANADRI PRINTERS, 4th CROSS, VINAYAKA NAGARA, TUMKURU-572101. KARNATAKA, PUBLISHED AT: TUMAKURU, S.L.N BUILDING, KEMPEGOWDA ROAD, AMARAJHOTHY NAGARA, TUMKURU DISTRICT. KARNATAKA. EDITOR: MANJUNATHA.P.N., S.L.N BUILDING, KEMPEGOWDA ROAD, AMARAJHOTHY NAGARA, TUMKURU DISTRICT. KARNATAKA.: [45, 2258, 1467, 2313]
- story3-col3-text: ರೈತರಿಗೆ ಭಾರಿ ನಷ್ಟ ತಂದಿದ್ದು, ರೈತರು ಕೈಯಲ್ಲಿನ ಬೆಳೆ ಕಳೆದುಕೊಂಡು ಬೀದಿಗೆ ಬಿದ್ದಿದ್ದಾರೆ. ಸರ್ಕಾರ ಬೆಳೆನಷ್ಟ ಪರಿಹಾರ ನೀಡದಿದ್ದರೆ ರೈತ ಬದುಕುವುದೇ ಕಷ್ಟವಾಗುತ್ತದೆ. ಅಧಿಕಾರಿಗಳು ಬೆಳೆ ನಷ್ಟ ಸಮೀಕ್ಷೆ ಮಾಡಿ ಪ್ರಕೃತಿ ವಿಕೋಪ ಪರಿಹಾರ ಯೋಜನೆ ಅಡಿ ಸರ್ಕಾರ ತಕ್ಷಣ ಪರಿಹಾರ ಘೋಷಣೆ ಮಾಡಬೇಕು ಎಂದರು. ತೋಟಗಾರಿಕೆ ಸಹಾಯಕ ನಿರ್ದೇಶಕ ಸುಧಾಕರ್, ರವಿಚಂದ್ರ, ಸಿದ್ದೇಶ್ ಗೌಡ, ಓಂಕಾರಪ್ಪ, ಪುಟ್ಟನ್ನ, ರಾಜಣ್ಣ, ಮಂಜುನಾಥ್, ರಂಗನಾಥ್, ಕುಮಾರ್ ಸೇರಿದಂತೆ ಹಲವಾರು ರೈತರು ಉಪಸ್ಥಿತರಿದ್ದರು.: [1241, 1051, 1467, 1214]
- story5-column-1: [762, 1397, 999, 2252]
- story3-column-3: [1241, 1048, 1467, 1325]
- story2-col1-text: ಪಾವಗಡ: ಗಡಿನಾಡಿನ ತಿರುಮಣಿಯಲ್ಲಿ ಶ್ರೀನಿಧಿ ಸೌಹಾರ್ದ ಸಹಕಾರಿ ಬ್ಯಾಂಕ್‌ನ ನೂತನ ಶಾಖೆಯನ್ನು ಮಾ.25ರಂದು ಪ್ರಾರಂಭಿಸಲಾಗುತ್ತಿದ್ದು, ಈ ಭಾಗದ ರೈತರಿಗೆ ಉತ್ಕೃಷ್ಟವಾದ ಹಣಕಾಸು ಸೇವೆಗಳನ್ನು ನೀಡುವುದೇ ನಮ್ಮ ಮುಖ್ಯ ಧ್ಯೇಯವಾಗಿದೆ ಎಂದು ಬ್ಯಾಂಕ್‌ನ ಅಧ್ಯಕ್ಷ ಸದಾಶಿವರೆಡ್ಡಿ ತಿಳಿಸಿದರು. ಪಟ್ಟಣದ ತೇಜಸ್ ಹೋಟೆಲ್‌ನಲ್ಲಿ ಶನಿವಾರ ಸುದ್ದಿಗಾರರೊಂದಿಗೆ ಮಾತನಾಡಿದ ಅವರು, ಗ್ರಾಮೀಣ ಭಾಗದ ರೈತಾಪಿ ಜನರಿಗೆ ಉತ್ತಮ ಹಣಕಾಸು ಸೇವೆ ಮತ್ತು ಸಹಕಾರ ನೀಡುವುದು ಹಾಗೂ ಸೋಲಾರ್ ಕಂಪನಿಗಳಿಂದ ರೈತರು ಸುಗಮವಾಗಿ ವಹಿವಾಟು ನಡೆಸಲು ವ್ಯವಸ್ಥೆ ಮಾಡುವ ಸಲುವಾಗಿ ನೂತನವಾಗಿ 9ನೇ ಶಾಖೆಯನ್ನು ತಿರುಮಣಿಯಲ್ಲಿ ತೆರೆಯಲಾಗುತ್ತಿದೆ ಎಂದರು. ಸ್ಥಳೀಯ ಶಾಸಕ ಎಚ್.ವಿ.ವೆಂಕಟೇಶ್ ಮಾ.25ರಂದು ನೂತನ ಶಾಖೆ ಉದ್ಘಾಟಿಸಲಿದ್ದಾರೆ, ಸಹಕಾರ ರತ್ನ ಬಿ.ಎಚ್ ಕೃಷ್ಣಾರೆಡ್ಡಿ, ಕೆನರಾ ಬ್ಯಾಂಕ್‌ನ ಪ್ರಧಾನ ವ್ಯವಸ್ಥಾಪಕ ಕೆ.ವೆಂಕಟರಾಮಯ್ಯ ರಾಘವನ್ ಮುಖ್ಯ: [45, 846, 288, 1084]
- story2-column-2: [297, 1075, 517, 1325]
- story5-photo-swamijis: [1009, 1397, 1467, 1600]
- masthead: [45, 81, 1467, 111]
- story5-col1-text: ತುಮಕೂರು: ಒಳ ಮೀಸಲಾತಿ ಇಲ್ಲದೆ ಸರಕಾರಿ ಉದ್ಯೋಗ ನೇಮಕ ಮಾಡಲು ಆದೇಶ ಹೊರಡಿಸಿರುವ ಸರಕಾರದ ಕ್ರಮವನ್ನು "ಮಾದಿಗ ಸಂಘಟನೆಗಳ ಒಕ್ಕೂಟ" ವತಿಯಿಂದ ಮಾ.25 ರಂದು ರಾಜ್ಯದ ಎಲ್ಲಾ 31 ಜಿಲ್ಲೆಯ ಜಿಲ್ಲಾಧಿಕಾರಿಗಳ ಕಚೇರಿ ಮುಂದೆ ಬೃಹತ್ ಪ್ರತಿಭಟನೆ ನಡೆಸಲಾಗುವುದು ಎಂದು ಹಾವಾಗಾಲು ಮಠದ ಶ್ರೀಸಿದ್ದರಾಮ ಸ್ವಾಮೀಜಿಯವರು ತಿಳಿಸಿದ್ದಾರೆ. ಮಾದಿಗ ಸಂಘಟನೆಗಳ ಒಕ್ಕೂಟದಿಂದ ನಗರದಲ್ಲಿ ಆಯೋಜಿಸಿದ್ದ ಸುದ್ದಿಗೋಷ್ಠಿಯಲ್ಲಿ ಮಾತನಾಡಿದ ಅವರು, 35 ವರ್ಷಗಳಿಂದ ಒಳಮೀಸಲಾತಿಗಾಗಿ ಹೋರಾಟ ನಡೆಯುತ್ತಿದೆ. ಸುಪ್ರೀಂ ಕೋರ್ಟ್ ಪರಿಶಿಷ್ಟ ಮೀಸಲಾತಿ ವರ್ಗೀಕರಣ ರಾಜ್ಯ ಸರಕಾರಗಳಿಗೆ ಅಧಿಕಾರ ಇದೆ ಎಂದು ತೀರ್ಪು ನೀಡಿದ ನಂತರ ಸರಕಾರ ದತ್ತಾಂಶ ಸಂಗ್ರಹಣೆಗಾಗಿ ನ್ಯಾ.ನಾಗಮೋಹನದಾಸ್ ಆಯೋಗ ರಚಿಸಿ ವರದಿ ಪಡೆದ ಸರಕಾರ ಸಂಪುಟ ಸಭೆಯಲ್ಲಿ ಅನುಮೋದಿಸಿತು. ಆ ನಂತರ ವಿಧಾನ ಸಭೆ ಮತ್ತು ವಿಧಾನ ಪರಿಷತ್ತಿನಲ್ಲಿ ಮಸೂದೆ ಮಂಡಿಸಿ ರಾಜ್ಯಪಾಲರ ಸಹಿಗೆ ಕಳುಹಿಸಲಾಗಿತ್ತು.: [762, 1400, 999, 1657]
